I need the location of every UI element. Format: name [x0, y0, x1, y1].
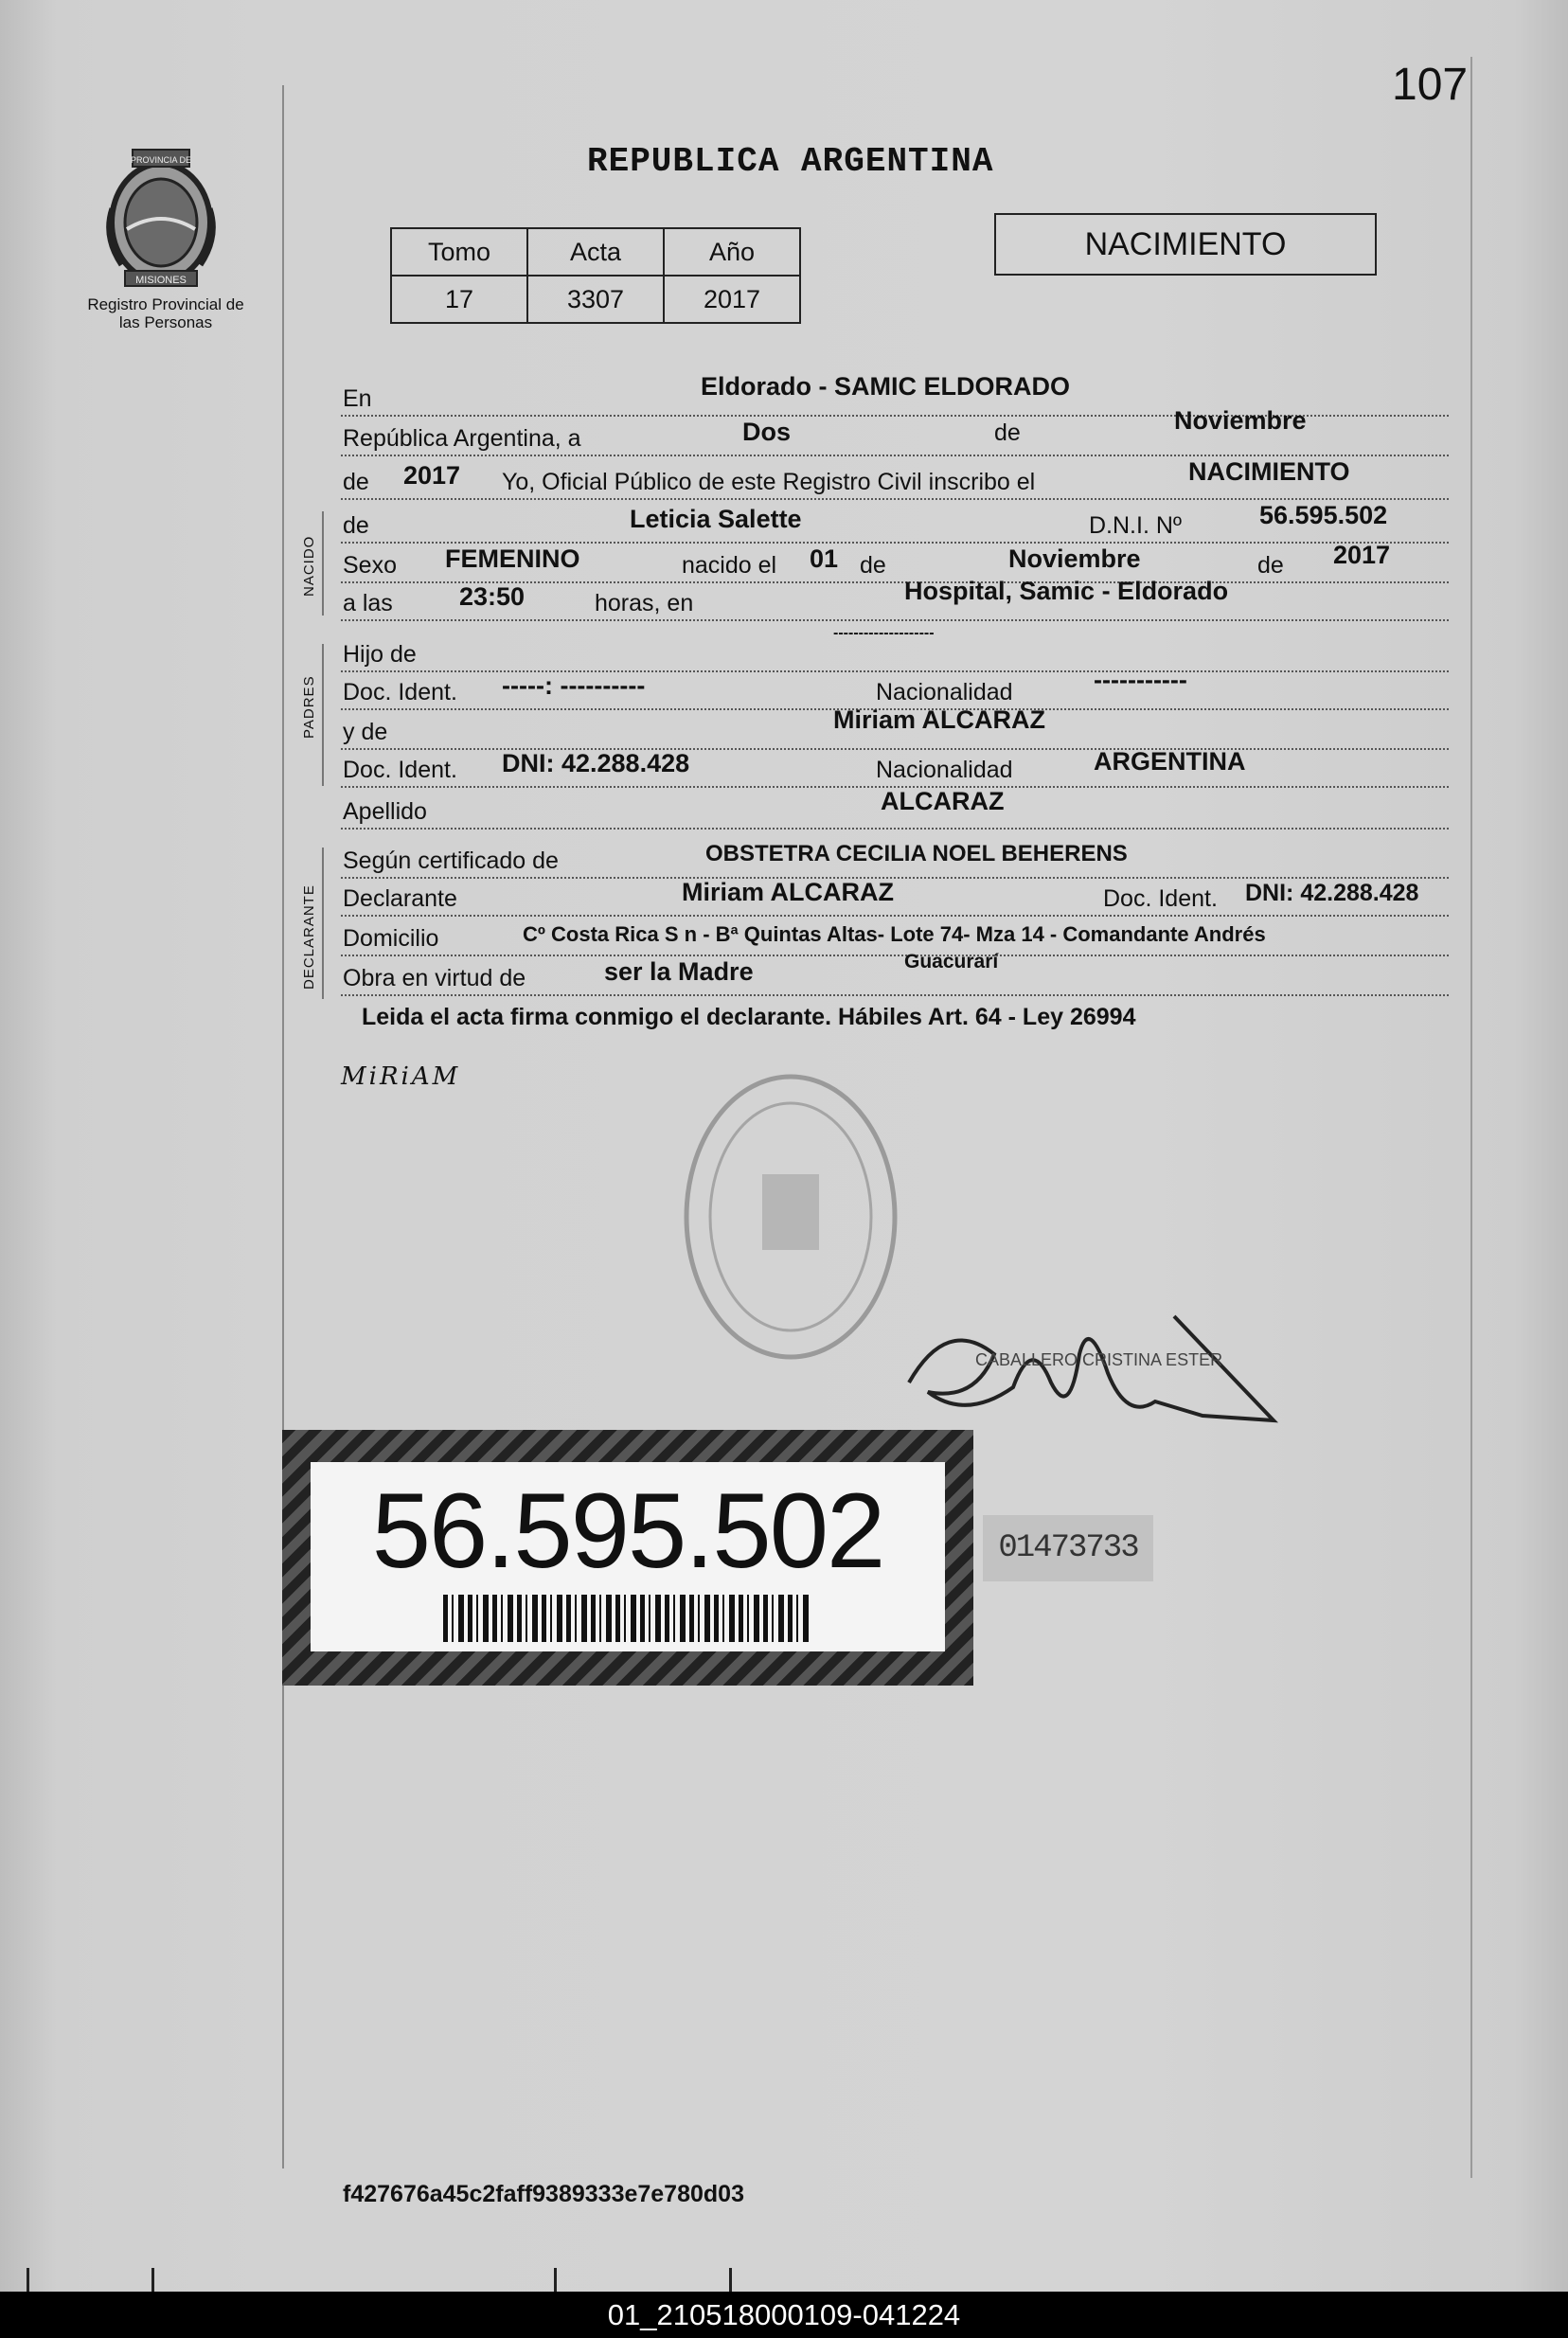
official-stamp-text: CABALLERO CRISTINA ESTER	[975, 1350, 1223, 1369]
value-birth-day: 01	[810, 544, 839, 573]
closing-statement: Leida el acta firma conmigo el declarante. Hábiles Art. 64 - Ley 26994	[362, 1004, 1136, 1030]
value-doc2: DNI: 42.288.428	[502, 749, 690, 777]
label-domicilio: Domicilio	[343, 925, 439, 952]
label-doc1: Doc. Ident.	[343, 679, 457, 705]
label-yde: y de	[343, 719, 388, 745]
document-hash: f427676a45c2faff9389333e7e780d03	[343, 2181, 744, 2207]
value-domicilio: Cº Costa Rica S n - Bª Quintas Altas- Lote 74- Mza 14 - Comandante Andrés	[523, 922, 1266, 946]
label-apellido: Apellido	[343, 798, 427, 825]
value-birth-month: Noviembre	[1008, 544, 1141, 573]
section-bar-declarante	[322, 848, 324, 999]
label-obra: Obra en virtud de	[343, 965, 526, 991]
form-line-name	[341, 498, 1449, 544]
label-oficial: Yo, Oficial Público de este Registro Civil inscribo el	[502, 469, 1036, 495]
barcode-number: 56.595.502	[371, 1472, 884, 1590]
record-table-header-row	[391, 228, 800, 276]
emblem-top-text: PROVINCIA DE	[130, 155, 192, 165]
value-sexo: FEMENINO	[445, 544, 580, 573]
form-line-domicilio	[341, 911, 1449, 956]
label-republica: República Argentina, a	[343, 425, 581, 452]
scan-filename: 01_210518000109-041224	[0, 2292, 1568, 2338]
section-label-declarante: DECLARANTE	[301, 884, 317, 990]
barcode-bars-icon	[443, 1595, 812, 1642]
label-doc3: Doc. Ident.	[1103, 885, 1218, 912]
form-line-doc2	[341, 742, 1449, 788]
label-hijo: Hijo de	[343, 641, 417, 668]
value-apellido: ALCARAZ	[881, 787, 1005, 815]
page-frame-left	[282, 85, 284, 2168]
registry-label: Registro Provincial de las Personas	[87, 295, 244, 331]
label-doc2: Doc. Ident.	[343, 757, 457, 783]
record-table-value-row	[391, 276, 800, 323]
section-bar-padres	[322, 644, 324, 786]
value-anio: 2017	[664, 276, 800, 323]
value-dni: 56.595.502	[1259, 501, 1388, 529]
form-line-obra	[341, 951, 1449, 996]
scan-tick-mark	[27, 2268, 29, 2292]
header-acta: Acta	[527, 228, 664, 276]
barcode-label	[282, 1430, 973, 1686]
section-bar-nacido	[322, 511, 324, 616]
value-inscribo: NACIMIENTO	[1188, 457, 1350, 486]
serial-number: 01473733	[983, 1515, 1153, 1581]
label-segun: Según certificado de	[343, 848, 559, 874]
value-birth-year: 2017	[1333, 541, 1391, 569]
label-declarante: Declarante	[343, 885, 457, 912]
label-sexo: Sexo	[343, 552, 397, 579]
value-segun: OBSTETRA CECILIA NOEL BEHERENS	[705, 841, 1128, 866]
label-de-name: de	[343, 512, 369, 539]
value-doc1: -----: ----------	[502, 671, 646, 700]
form-line-apellido	[341, 784, 1449, 830]
label-nac2: Nacionalidad	[876, 757, 1013, 783]
label-de-year: de	[343, 469, 369, 495]
value-domicilio-cont: Guacurarí	[904, 951, 999, 973]
document-title: REPUBLICA ARGENTINA	[587, 142, 994, 181]
value-nac1: -----------	[1094, 666, 1187, 694]
section-label-nacido: NACIDO	[301, 535, 317, 597]
value-time: 23:50	[459, 582, 526, 611]
value-place: Hospital, Samic - Eldorado	[904, 577, 1229, 605]
header-anio: Año	[664, 228, 800, 276]
page-number: 107	[1392, 60, 1469, 110]
page-frame-right	[1470, 57, 1472, 2178]
province-emblem-icon	[95, 142, 227, 294]
label-nac1: Nacionalidad	[876, 679, 1013, 705]
form-line-oficial	[341, 455, 1449, 500]
label-de-month: de	[994, 419, 1021, 446]
barcode-inner	[311, 1462, 945, 1651]
value-name: Leticia Salette	[630, 505, 802, 533]
label-en: En	[343, 385, 372, 412]
scan-tick-mark	[729, 2268, 732, 2292]
value-day: Dos	[742, 418, 792, 446]
header-tomo: Tomo	[391, 228, 527, 276]
value-doc3: DNI: 42.288.428	[1245, 880, 1419, 906]
declarant-signature: MiRiAM	[341, 1062, 461, 1091]
registry-seal-icon	[682, 1070, 900, 1364]
value-month: Noviembre	[1174, 406, 1307, 435]
emblem-bottom-text: MISIONES	[135, 275, 187, 286]
value-hijo: --------------------	[833, 625, 935, 641]
official-signature-icon	[890, 1297, 1288, 1439]
form-line-doc1	[341, 665, 1449, 710]
form-line-declarante	[341, 871, 1449, 917]
scan-tick-mark	[151, 2268, 154, 2292]
label-de-birth-month: de	[860, 552, 886, 579]
section-label-padres: PADRES	[301, 675, 317, 739]
label-nacido: nacido el	[682, 552, 777, 579]
scan-tick-mark	[554, 2268, 557, 2292]
value-year: 2017	[403, 461, 461, 490]
value-tomo: 17	[391, 276, 527, 323]
label-alas: a las	[343, 590, 393, 616]
value-obra: ser la Madre	[604, 957, 754, 986]
label-dni: D.N.I. Nº	[1089, 512, 1183, 539]
label-horas: horas, en	[595, 590, 694, 616]
form-line-hora	[341, 576, 1449, 621]
label-de-birth-year: de	[1257, 552, 1284, 579]
record-type-box: NACIMIENTO	[994, 213, 1377, 276]
value-en: Eldorado - SAMIC ELDORADO	[701, 372, 1070, 401]
value-nac2: ARGENTINA	[1094, 747, 1246, 776]
value-acta: 3307	[527, 276, 664, 323]
value-declarante: Miriam ALCARAZ	[682, 878, 895, 906]
form-line-republica	[341, 406, 1449, 456]
record-table	[390, 227, 801, 324]
value-mother: Miriam ALCARAZ	[833, 705, 1046, 734]
